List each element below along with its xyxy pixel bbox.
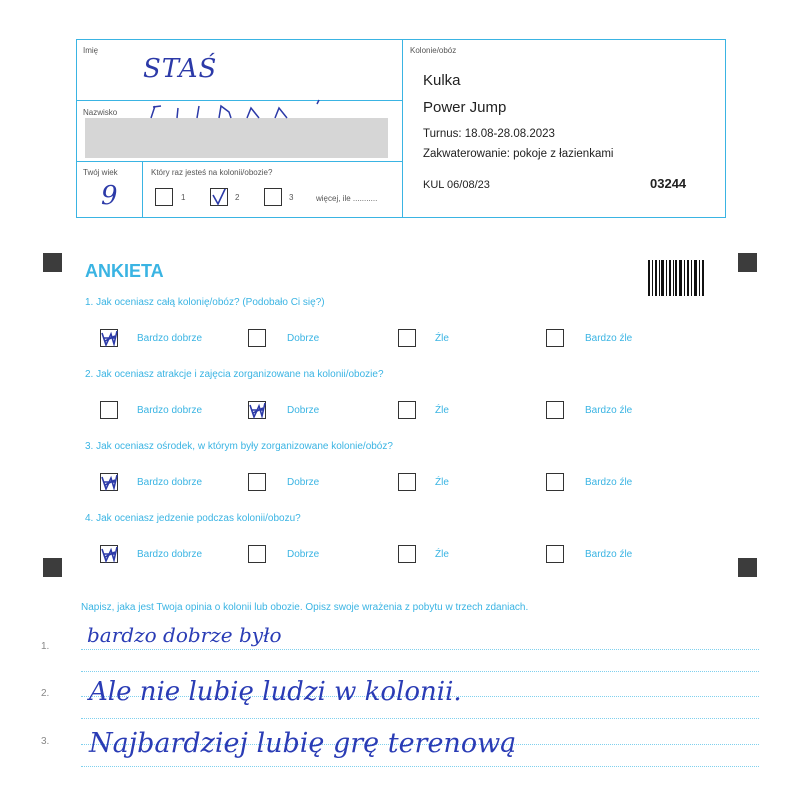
ktory-raz-label: Który raz jesteś na kolonii/obozie?: [151, 168, 273, 177]
ktory-raz-label-2: 2: [235, 193, 240, 202]
question-2-option-4-checkbox[interactable]: [546, 401, 564, 419]
nazwisko-handwriting: [147, 98, 347, 120]
line-number-1: 1.: [41, 641, 50, 652]
question-3-text: 3. Jak oceniasz ośrodek, w którym były zorganizowane kolonie/obóz?: [85, 441, 393, 452]
question-2-text: 2. Jak oceniasz atrakcje i zajęcia zorganizowane na kolonii/obozie?: [85, 369, 384, 380]
header-divider-age: [142, 161, 143, 218]
question-1-option-4-checkbox[interactable]: [546, 329, 564, 347]
question-1-option-2-checkbox[interactable]: [248, 329, 266, 347]
question-4-option-2-checkbox[interactable]: [248, 545, 266, 563]
answer-line-1b[interactable]: [81, 671, 759, 672]
question-1-option-1-label: Bardzo dobrze: [137, 333, 203, 344]
camp-program: Power Jump: [423, 99, 507, 116]
question-1-option-3-label: Źle: [435, 333, 449, 344]
question-3-option-1-checkbox[interactable]: [100, 473, 118, 491]
question-4-text: 4. Jak oceniasz jedzenie podczas kolonii/obozu?: [85, 513, 301, 524]
barcode-icon: [648, 260, 704, 296]
question-1-text: 1. Jak oceniasz całą kolonię/obóz? (Podobało Ci się?): [85, 297, 325, 308]
scribble-check-icon: [101, 546, 119, 564]
question-2-option-2-label: Dobrze: [287, 405, 320, 416]
check-mark-icon: [211, 189, 229, 207]
answer-1[interactable]: bardzo dobrze było: [87, 623, 282, 647]
question-2-option-2-checkbox[interactable]: [248, 401, 266, 419]
question-3-option-4-label: Bardzo źle: [585, 477, 633, 488]
question-4-option-1-label: Bardzo dobrze: [137, 549, 203, 560]
question-1-option-4-label: Bardzo źle: [585, 333, 633, 344]
question-1-option-2-label: Dobrze: [287, 333, 320, 344]
question-2-option-3-checkbox[interactable]: [398, 401, 416, 419]
ktory-raz-checkbox-1[interactable]: [155, 188, 173, 206]
wiecej-label[interactable]: więcej, ile ...........: [316, 194, 378, 203]
nazwisko-redacted: [85, 118, 388, 158]
form-number: 03244: [650, 176, 687, 191]
imie-value[interactable]: STAŚ: [143, 54, 218, 84]
line-number-2: 2.: [41, 688, 50, 699]
scribble-check-icon: [101, 474, 119, 492]
question-1-option-1-checkbox[interactable]: [100, 329, 118, 347]
registration-marker-br: [738, 558, 757, 577]
ktory-raz-checkbox-2[interactable]: [210, 188, 228, 206]
answer-line-2b[interactable]: [81, 718, 759, 719]
turnus-text: Turnus: 18.08-28.08.2023: [423, 128, 555, 140]
wiek-value[interactable]: 9: [101, 181, 119, 211]
ktory-raz-label-1: 1: [181, 193, 186, 202]
ktory-raz-checkbox-3[interactable]: [264, 188, 282, 206]
scribble-check-icon: [249, 402, 267, 420]
question-2-option-3-label: Źle: [435, 405, 449, 416]
question-2-option-1-label: Bardzo dobrze: [137, 405, 203, 416]
nazwisko-label: Nazwisko: [83, 108, 118, 117]
imie-label: Imię: [83, 46, 99, 55]
question-3-option-1-label: Bardzo dobrze: [137, 477, 203, 488]
camp-name: Kulka: [423, 72, 461, 89]
question-3-option-3-label: Źle: [435, 477, 449, 488]
opinion-prompt: Napisz, jaka jest Twoja opinia o kolonii lub obozie. Opisz swoje wrażenia z pobytu w trzech zdaniach.: [81, 602, 529, 613]
question-2-option-1-checkbox[interactable]: [100, 401, 118, 419]
header-form-box: [76, 39, 726, 218]
question-4-option-4-checkbox[interactable]: [546, 545, 564, 563]
registration-marker-bl: [43, 558, 62, 577]
zakwaterowanie-text: Zakwaterowanie: pokoje z łazienkami: [423, 148, 614, 160]
answer-line-1[interactable]: [81, 649, 759, 650]
header-divider-vertical: [402, 40, 403, 218]
kolonie-label: Kolonie/obóz: [410, 46, 457, 55]
answer-3[interactable]: Najbardziej lubię grę terenową: [89, 728, 517, 759]
question-4-option-3-checkbox[interactable]: [398, 545, 416, 563]
survey-title: ANKIETA: [85, 261, 164, 281]
registration-marker-tl: [43, 253, 62, 272]
question-4-option-3-label: Źle: [435, 549, 449, 560]
wiek-label: Twój wiek: [83, 168, 118, 177]
registration-marker-tr: [738, 253, 757, 272]
scribble-check-icon: [101, 330, 119, 348]
ktory-raz-label-3: 3: [289, 193, 294, 202]
question-3-option-3-checkbox[interactable]: [398, 473, 416, 491]
answer-line-3b[interactable]: [81, 766, 759, 767]
question-3-option-4-checkbox[interactable]: [546, 473, 564, 491]
question-4-option-4-label: Bardzo źle: [585, 549, 633, 560]
question-1-option-3-checkbox[interactable]: [398, 329, 416, 347]
question-3-option-2-label: Dobrze: [287, 477, 320, 488]
question-4-option-2-label: Dobrze: [287, 549, 320, 560]
line-number-3: 3.: [41, 736, 50, 747]
camp-code: KUL 06/08/23: [423, 179, 490, 191]
header-divider-2: [77, 161, 402, 162]
question-3-option-2-checkbox[interactable]: [248, 473, 266, 491]
answer-2[interactable]: Ale nie lubię ludzi w kolonii.: [89, 677, 462, 707]
question-4-option-1-checkbox[interactable]: [100, 545, 118, 563]
question-2-option-4-label: Bardzo źle: [585, 405, 633, 416]
